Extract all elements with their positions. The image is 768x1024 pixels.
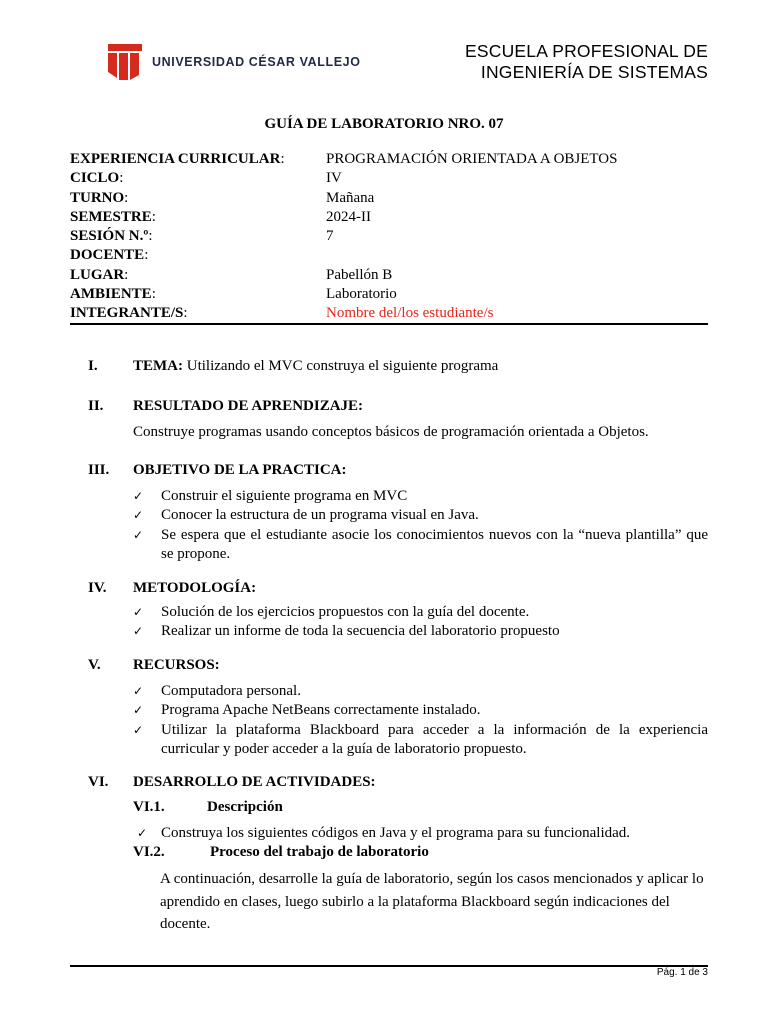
header-divider [70, 323, 708, 325]
subsection-proceso [133, 843, 708, 862]
info-row [70, 150, 708, 169]
list-item [133, 622, 708, 641]
section-tema [88, 357, 708, 376]
checklist [88, 487, 708, 564]
checklist [88, 603, 708, 642]
info-label [70, 169, 326, 188]
section-title: RESULTADO DE APRENDIZAJE: [133, 398, 364, 414]
info-separator: : [124, 266, 129, 283]
school-line-1: ESCUELA PROFESIONAL DE [465, 41, 708, 61]
section-title: DESARROLLO DE ACTIVIDADES: [133, 774, 376, 790]
info-separator: : [151, 286, 156, 303]
info-label [70, 246, 326, 265]
section-title: RECURSOS: [133, 657, 220, 673]
subsection-descripcion [133, 798, 708, 817]
check-icon: ✓ [133, 605, 144, 619]
check-icon: ✓ [133, 489, 144, 503]
check-icon: ✓ [133, 508, 144, 523]
info-label [70, 150, 326, 169]
subsection-text: A continuación, desarrolle la guía de laboratorio, según los casos mencionados y aplicar lo aprendido en clases, luego subirlo a la plataforma Blackboard según indicaciones del docente. [160, 871, 704, 933]
page-title: GUÍA DE LABORATORIO NRO. 07 [264, 116, 504, 132]
checklist [88, 682, 708, 759]
section-number: V. [88, 657, 101, 673]
info-row [70, 208, 708, 227]
list-item [133, 506, 708, 525]
info-row [70, 189, 708, 208]
info-separator: : [183, 305, 188, 322]
info-value: Pabellón B [326, 266, 393, 283]
section-metodologia [88, 579, 708, 642]
info-label [70, 304, 326, 323]
check-icon: ✓ [133, 703, 144, 718]
list-item-text: Programa Apache NetBeans correctamente instalado. [161, 702, 481, 719]
info-value [326, 246, 708, 265]
list-item-text: Utilizar la plataforma Blackboard para acceder a la información de la experiencia curricular y poder acceder a la guía de laboratorio propuesto. [161, 721, 708, 757]
subsection-number: VI.1. [133, 799, 165, 815]
university-logo [108, 42, 363, 82]
list-item-text: Solución de los ejercicios propuestos con la guía del docente. [161, 604, 530, 620]
school-name [378, 41, 708, 83]
info-row [70, 285, 708, 304]
list-item [133, 682, 708, 701]
info-separator: : [280, 151, 285, 167]
info-value: 2024-II [326, 208, 371, 225]
list-item-text: Construir el siguiente programa en MVC [161, 488, 408, 504]
info-label [70, 189, 326, 208]
section-resultado [88, 397, 708, 442]
logo-wordmark: UNIVERSIDAD CÉSAR VALLEJO [152, 55, 361, 69]
info-row [70, 304, 708, 323]
section-number: VI. [88, 774, 109, 790]
info-row [70, 169, 708, 188]
logo-emblem-icon [108, 44, 142, 80]
section-objetivo [88, 461, 708, 564]
info-key: SESIÓN N.º [70, 228, 149, 245]
info-value: PROGRAMACIÓN ORIENTADA A OBJETOS [326, 151, 618, 167]
list-item-text: Construya los siguientes códigos en Java y el programa para su funcionalidad. [161, 825, 631, 841]
section-number: III. [88, 462, 110, 478]
info-value: Nombre del/los estudiante/s [326, 305, 494, 322]
info-separator: : [144, 247, 149, 264]
section-number: I. [88, 358, 98, 374]
info-separator: : [148, 228, 153, 245]
section-text: Construye programas usando conceptos básicos de programación orientada a Objetos. [133, 424, 649, 440]
section-number: II. [88, 398, 104, 414]
info-value: IV [326, 170, 342, 187]
info-label [70, 285, 326, 304]
info-value: Mañana [326, 189, 375, 206]
info-key: EXPERIENCIA CURRICULAR [70, 151, 281, 167]
info-label [70, 208, 326, 227]
info-row [70, 266, 708, 285]
footer-divider [70, 965, 708, 967]
list-item [133, 603, 708, 622]
list-item-text: Se espera que el estudiante asocie los conocimientos nuevos con la “nueva plantilla” que se propone. [161, 526, 708, 562]
list-item [137, 824, 708, 843]
list-item-text: Realizar un informe de toda la secuencia del laboratorio propuesto [161, 623, 560, 640]
section-recursos [88, 656, 708, 759]
list-item [133, 701, 708, 720]
info-key: TURNO [70, 189, 125, 206]
list-item [133, 487, 708, 506]
list-item-text: Computadora personal. [161, 683, 301, 699]
info-value: 7 [326, 228, 334, 245]
list-item [133, 526, 708, 565]
section-desarrollo [88, 773, 708, 936]
check-icon: ✓ [133, 684, 144, 698]
subsection-title: Proceso del trabajo de laboratorio [210, 844, 429, 861]
info-label [70, 227, 326, 246]
subsection-number: VI.2. [133, 844, 165, 861]
info-separator: : [119, 170, 124, 187]
page-number: Pág. 1 de 3 [656, 967, 708, 978]
list-item-text: Conocer la estructura de un programa visual en Java. [161, 507, 479, 524]
subsection-title: Descripción [207, 799, 283, 815]
info-row [70, 246, 708, 265]
check-icon: ✓ [133, 722, 144, 737]
section-title: OBJETIVO DE LA PRACTICA: [133, 462, 347, 478]
info-key: AMBIENTE [70, 286, 152, 303]
info-row [70, 227, 708, 246]
info-key: CICLO [70, 170, 120, 187]
section-title: TEMA: [133, 358, 183, 374]
info-value: Laboratorio [326, 286, 397, 303]
school-line-2: INGENIERÍA DE SISTEMAS [480, 62, 708, 82]
info-key: LUGAR [70, 266, 125, 283]
check-icon: ✓ [133, 624, 144, 639]
info-key: DOCENTE [70, 247, 145, 264]
section-title: METODOLOGÍA: [133, 580, 257, 596]
info-label [70, 266, 326, 285]
info-separator: : [124, 189, 129, 206]
list-item [133, 721, 708, 760]
section-number: IV. [88, 580, 107, 596]
info-key: INTEGRANTE/S [70, 305, 184, 322]
info-separator: : [151, 208, 156, 225]
section-text: Utilizando el MVC construya el siguiente programa [183, 358, 499, 374]
info-table [70, 150, 708, 324]
check-icon: ✓ [137, 826, 148, 840]
info-key: SEMESTRE [70, 208, 152, 225]
check-icon: ✓ [133, 527, 144, 542]
